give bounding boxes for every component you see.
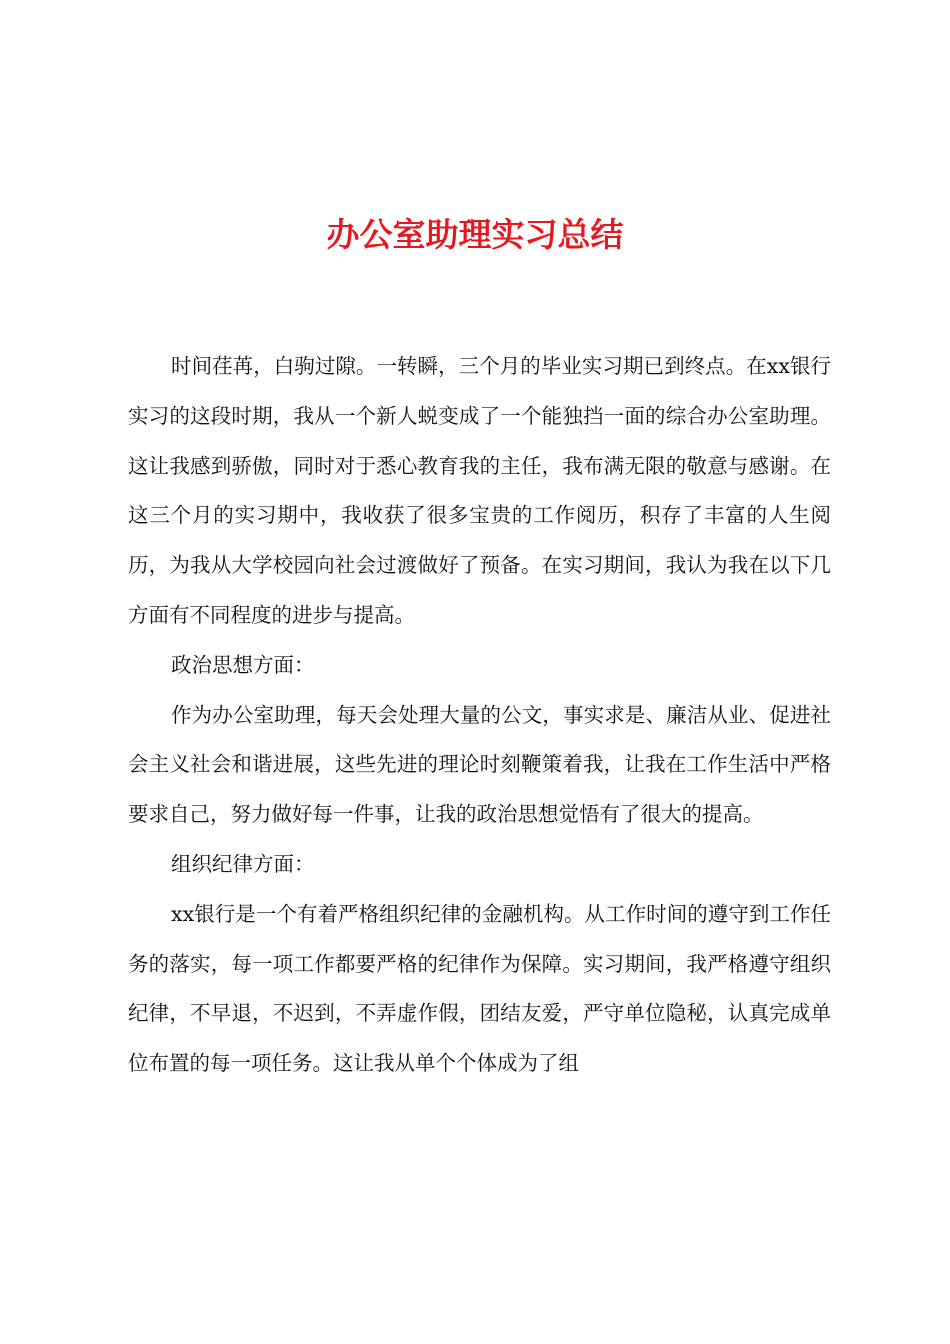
paragraph-political: 作为办公室助理，每天会处理大量的公文，事实求是、廉洁从业、促进社会主义社会和谐进展，这些先进的理论时刻鞭策着我，让我在工作生活中严格要求自己，努力做好每一件事，让我的政治思想觉悟有了很大的提高。 [128, 702, 831, 827]
section-heading-discipline: 组织纪律方面： [171, 851, 315, 876]
document-body [128, 342, 831, 1089]
paragraph-discipline: xx银行是一个有着严格组织纪律的金融机构。从工作时间的遵守到工作任务的落实，每一项工作都要严格的纪律作为保障。实习期间，我严格遵守组织纪律，不早退，不迟到，不弄虚作假，团结友爱，严守单位隐秘，认真完成单位布置的每一项任务。这让我从单个个体成为了组 [128, 901, 831, 1076]
section-heading-political: 政治思想方面： [171, 652, 315, 677]
paragraph-intro: 时间荏苒，白驹过隙。一转瞬，三个月的毕业实习期已到终点。在xx银行实习的这段时期，我从一个新人蜕变成了一个能独挡一面的综合办公室助理。这让我感到骄傲，同时对于悉心教育我的主任，我布满无限的敬意与感谢。在这三个月的实习期中，我收获了很多宝贵的工作阅历，积存了丰富的人生阅历，为我从大学校园向社会过渡做好了预备。在实习期间，我认为我在以下几方面有不同程度的进步与提高。 [128, 354, 831, 627]
document-title: 办公室助理实习总结 [326, 215, 624, 254]
